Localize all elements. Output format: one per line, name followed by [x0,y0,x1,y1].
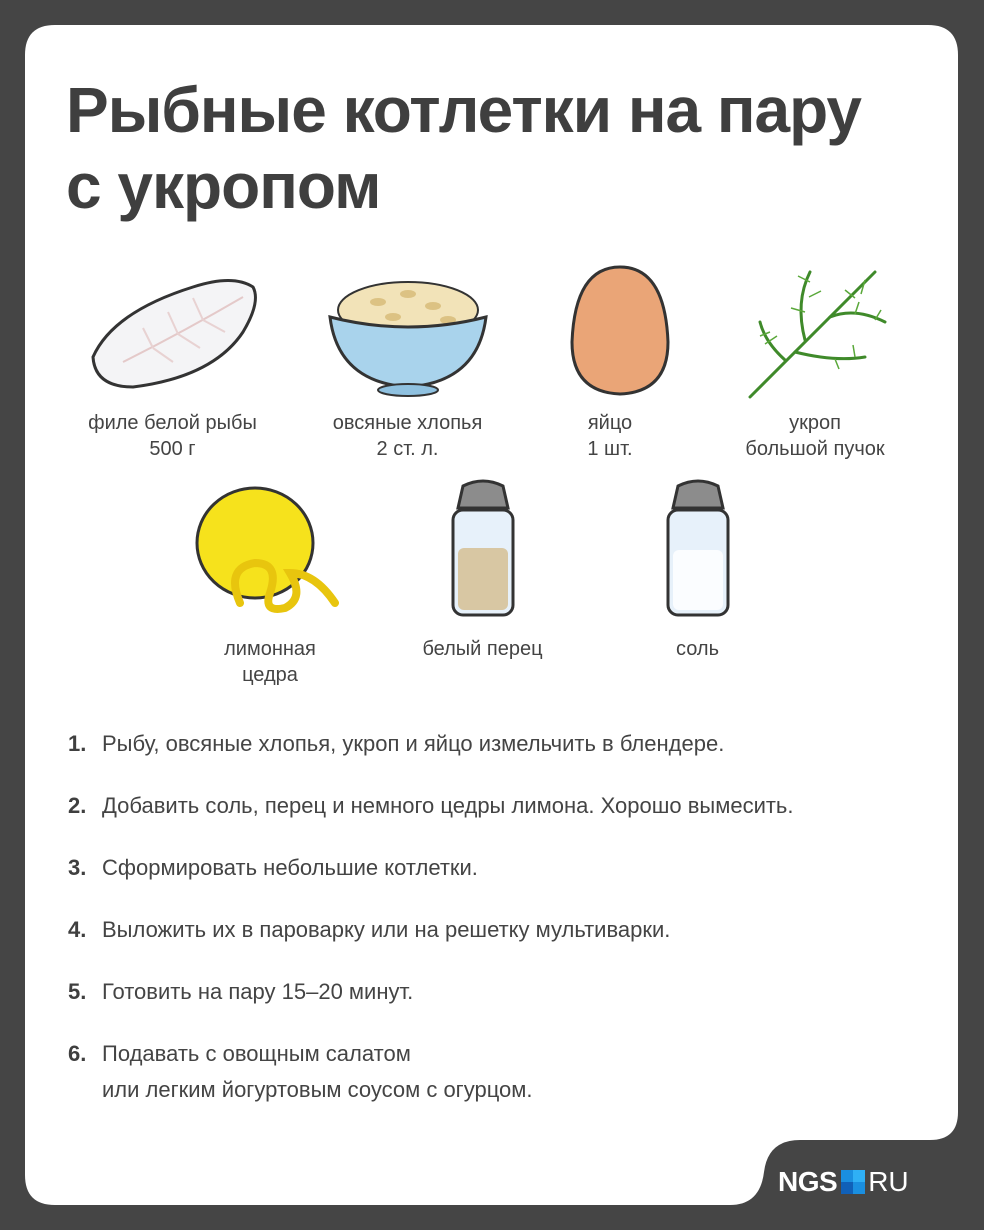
fish-fillet-icon [83,262,263,402]
step-item: 6. Подавать с овощным салатом или легким йогуртовым соусом с огурцом. [68,1041,533,1102]
ingredient-oats: овсяные хлопья 2 ст. л. [295,262,520,462]
pepper-shaker-icon [428,478,538,628]
dill-icon [725,262,905,402]
egg-icon [530,262,710,402]
ngs-logo: NGS RU [778,1166,909,1197]
ingredient-dill: укроп большой пучок [705,262,925,462]
step-item: 3. Сформировать небольшие котлетки. [68,855,478,880]
step-item: 1. Рыбу, овсяные хлопья, укроп и яйцо измельчить в блендере. [68,731,725,756]
ingredient-white-pepper: белый перец [400,478,565,662]
step-item: 5. Готовить на пару 15–20 минут. [68,979,414,1004]
step-item: 4. Выложить их в пароварку или на решетку мультиварки. [68,917,671,942]
step-item: 2. Добавить соль, перец и немного цедры лимона. Хорошо вымесить. [68,793,794,818]
ingredient-salt: соль [625,478,770,662]
oat-bowl-icon [318,262,498,402]
lemon-zest-icon [185,478,355,628]
ingredient-lemon-zest: лимонная цедра [180,478,360,688]
ingredient-egg: яйцо 1 шт. [530,262,690,462]
logo-square-icon [841,1170,865,1194]
steps-list [68,726,958,1134]
ingredient-fish: филе белой рыбы 500 г [60,262,285,462]
page-title: Рыбные котлетки на пару с укропом [66,74,861,222]
salt-shaker-icon [643,478,753,628]
